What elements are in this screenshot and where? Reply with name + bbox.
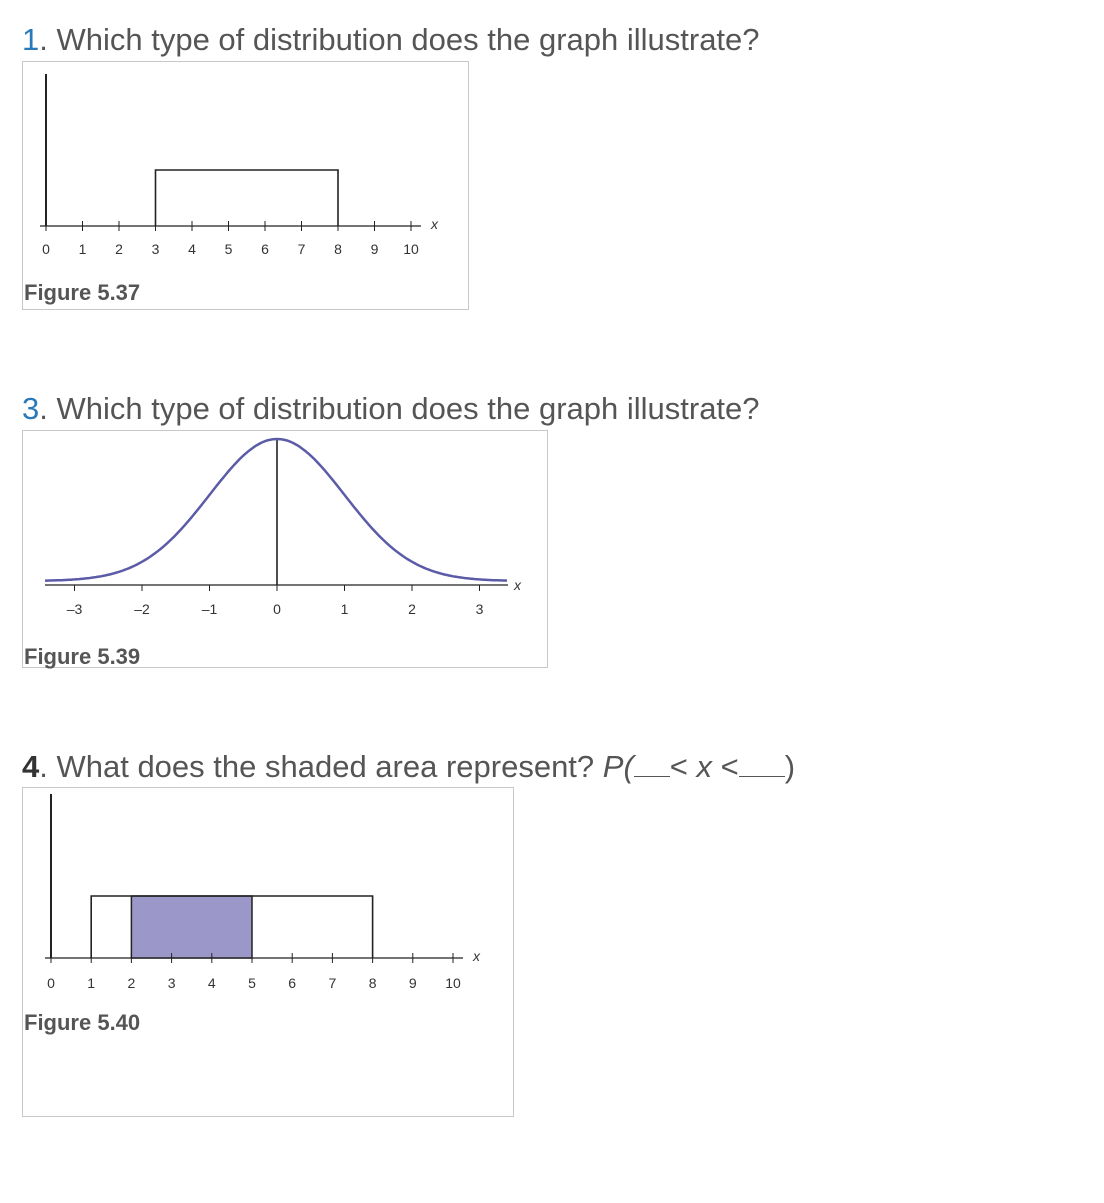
question-4-title [22,747,795,787]
x-tick-label: 9 [370,241,379,257]
x-tick-label: 4 [207,975,216,991]
figure-5-37 [22,61,469,310]
x-tick-label: 1 [340,601,349,617]
x-tick-label: 4 [188,241,196,257]
close-paren: ) [784,749,796,784]
x-tick-label: 2 [408,601,416,617]
question-3-title [22,389,760,429]
x-axis-label: x [473,948,480,964]
x-tick-label: 5 [248,975,256,991]
x-tick-label: 1 [78,241,87,257]
x-tick-label: 3 [167,975,176,991]
x-tick-label: 0 [273,601,281,617]
x-tick-label: 0 [47,975,55,991]
less-than-sign: < [712,749,739,784]
question-number: 4 [22,749,40,784]
x-axis-label: x [431,216,438,232]
question-text: . What does the shaded area represent? [39,749,603,784]
x-tick-label: 8 [368,975,377,991]
question-text: . Which type of distribution does the graph illustrate? [39,391,760,426]
x-tick-label: 7 [297,241,306,257]
question-1-title [22,20,760,60]
shaded-area [131,896,252,958]
question-number: 1 [22,22,40,57]
x-tick-label: –1 [201,601,218,617]
x-tick-label: –3 [66,601,83,617]
x-tick-label: 10 [445,975,461,991]
normal-curve-chart [23,431,549,669]
question-text: . Which type of distribution does the graph illustrate? [39,22,760,57]
x-axis-label: x [514,577,521,593]
less-than-sign: < [669,749,697,784]
normal-curve [45,439,507,581]
x-tick-label: 8 [334,241,342,257]
x-tick-label: 3 [475,601,484,617]
figure-5-40 [22,787,514,1117]
x-tick-label: 2 [127,975,136,991]
uniform-density-rect [156,170,339,226]
x-tick-label: 7 [328,975,337,991]
uniform-chart [23,62,470,311]
variable-x: x [696,749,712,784]
x-tick-label: 5 [224,241,233,257]
figure-5-39 [22,430,548,668]
x-tick-label: 6 [261,241,269,257]
probability-label: P( [602,749,634,784]
x-tick-label: 10 [403,241,419,257]
figure-caption: Figure 5.40 [24,1010,141,1035]
x-tick-label: 2 [115,241,123,257]
figure-caption: Figure 5.37 [24,280,141,305]
x-tick-label: 1 [87,975,96,991]
uniform-shaded-chart [23,788,515,1118]
answer-blank-lower[interactable] [634,750,670,777]
figure-caption: Figure 5.39 [24,644,141,669]
x-tick-label: 9 [408,975,417,991]
x-tick-label: –2 [134,601,150,617]
question-number: 3 [22,391,40,426]
x-tick-label: 0 [42,241,50,257]
answer-blank-upper[interactable] [739,750,785,777]
x-tick-label: 6 [288,975,297,991]
x-tick-label: 3 [151,241,160,257]
